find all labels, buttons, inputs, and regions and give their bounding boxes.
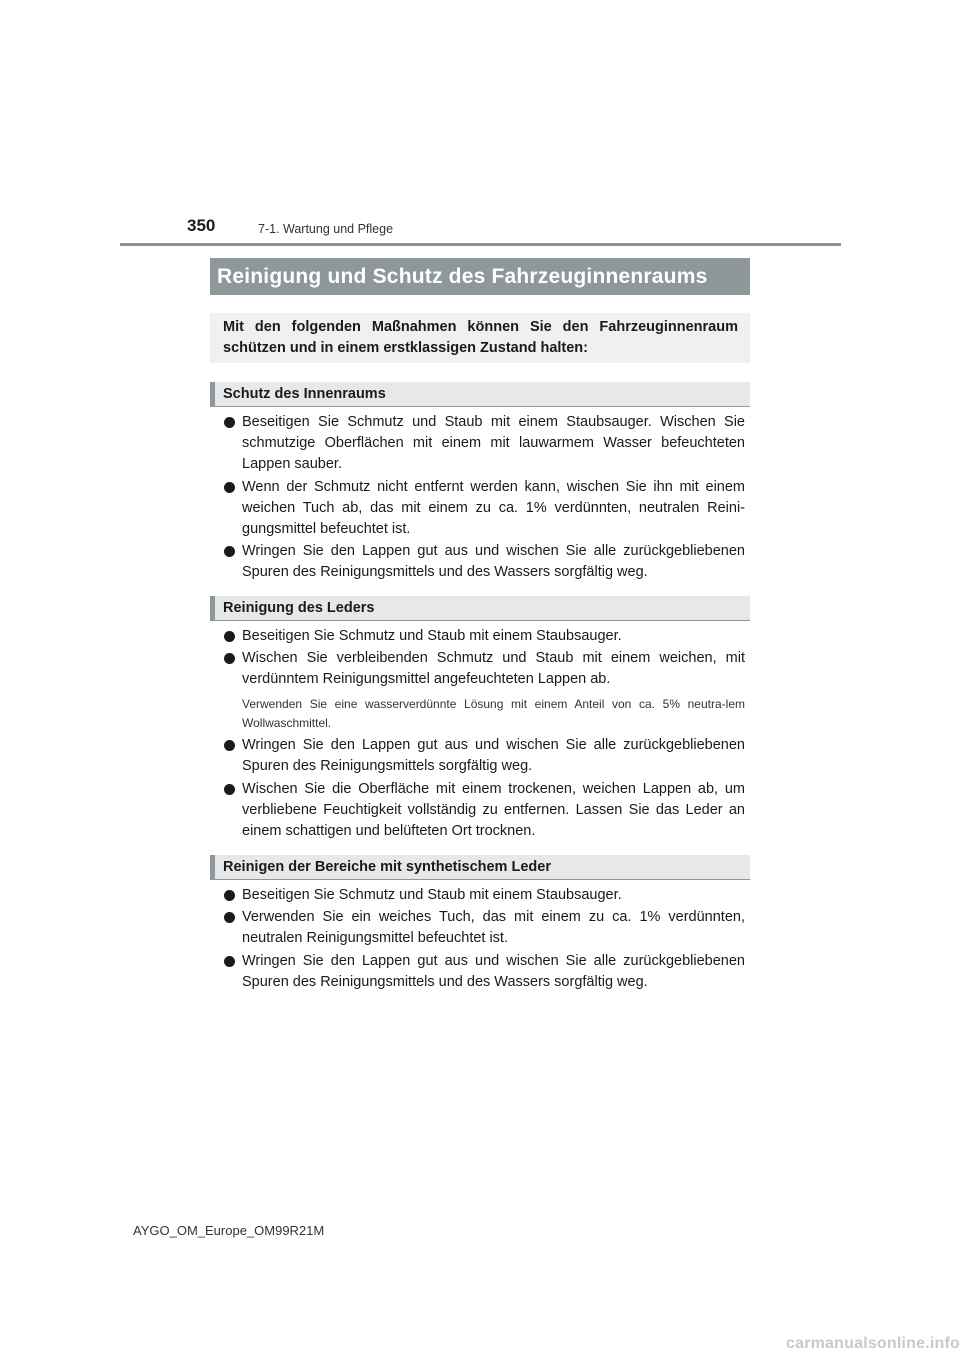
section-reference: 7-1. Wartung und Pflege [258, 222, 394, 236]
section-heading-schutz: Schutz des Innenraums [210, 382, 750, 407]
list-item-text: Wischen Sie verbleibenden Schmutz und Staub mit einem weichen, mit verdünntem Reinigungsmittel angefeuchteten Lappen ab. [242, 650, 745, 687]
list-item [224, 412, 745, 475]
list-item [224, 735, 745, 777]
list-item [224, 779, 745, 842]
list-item-text: Verwenden Sie ein weiches Tuch, das mit einem zu ca. 1% verdünnten, neutralen Reinigungsmittel befeuchtet ist. [242, 909, 745, 946]
watermark: carmanualsonline.info [786, 1335, 960, 1352]
bullet-icon [224, 417, 235, 428]
bullet-icon [224, 912, 235, 923]
bullet-icon [224, 956, 235, 967]
section-heading-synthetisch: Reinigen der Bereiche mit synthetischem Leder [210, 855, 750, 880]
bullet-icon [224, 482, 235, 493]
list-item [224, 951, 745, 993]
page-number: 350 [187, 216, 216, 235]
list-item-text: Wischen Sie die Oberfläche mit einem trockenen, weichen Lappen ab, um verbliebene Feuchtigkeit vollständig zu entfernen. Lassen Sie das Leder an einem schattigen und belüfteten Ort trocknen. [242, 781, 745, 839]
bullet-icon [224, 631, 235, 642]
list-item [224, 477, 745, 540]
list-item-text: Wringen Sie den Lappen gut aus und wischen Sie alle zurückgebliebenen Spuren des Reinigungsmittels sorgfältig weg. [242, 737, 745, 774]
bullet-icon [224, 784, 235, 795]
intro-box: Mit den folgenden Maßnahmen können Sie den Fahrzeuginnenraum schützen und in einem erstklassigen Zustand halten: [210, 313, 750, 363]
header-divider [120, 243, 841, 246]
note-text: Verwenden Sie eine wasserverdünnte Lösung mit einem Anteil von ca. 5% neutra-lem Wollwaschmittel. [242, 697, 745, 730]
list-item-text: Beseitigen Sie Schmutz und Staub mit einem Staubsauger. Wischen Sie schmutzige Oberflächen mit einem mit lauwarmem Wasser befeuchteten Lappen sauber. [242, 414, 745, 472]
footer-document-code: AYGO_OM_Europe_OM99R21M [133, 1223, 325, 1238]
list-item [224, 907, 745, 949]
list-item [224, 541, 745, 583]
bullet-icon [224, 653, 235, 664]
section-heading-leder: Reinigung des Leders [210, 596, 750, 621]
list-item-text: Wringen Sie den Lappen gut aus und wischen Sie alle zurückgebliebenen Spuren des Reinigungsmittels und des Wassers sorgfältig weg. [242, 543, 745, 580]
list-item-text: Beseitigen Sie Schmutz und Staub mit einem Staubsauger. [242, 887, 622, 903]
list-item [224, 626, 745, 647]
list-item [224, 885, 745, 906]
bullet-icon [224, 740, 235, 751]
page-title: Reinigung und Schutz des Fahrzeuginnenraums [210, 258, 750, 295]
bullet-icon [224, 890, 235, 901]
list-item [224, 648, 745, 690]
bullet-icon [224, 546, 235, 557]
list-item-text: Wenn der Schmutz nicht entfernt werden kann, wischen Sie ihn mit einem weichen Tuch ab, das mit einem zu ca. 1% verdünnten, neutralen Reini-gungsmittel befeuchtet ist. [242, 479, 745, 537]
list-item-text: Beseitigen Sie Schmutz und Staub mit einem Staubsauger. [242, 628, 622, 644]
list-item-text: Wringen Sie den Lappen gut aus und wischen Sie alle zurückgebliebenen Spuren des Reinigungsmittels und des Wassers sorgfältig weg. [242, 953, 745, 990]
